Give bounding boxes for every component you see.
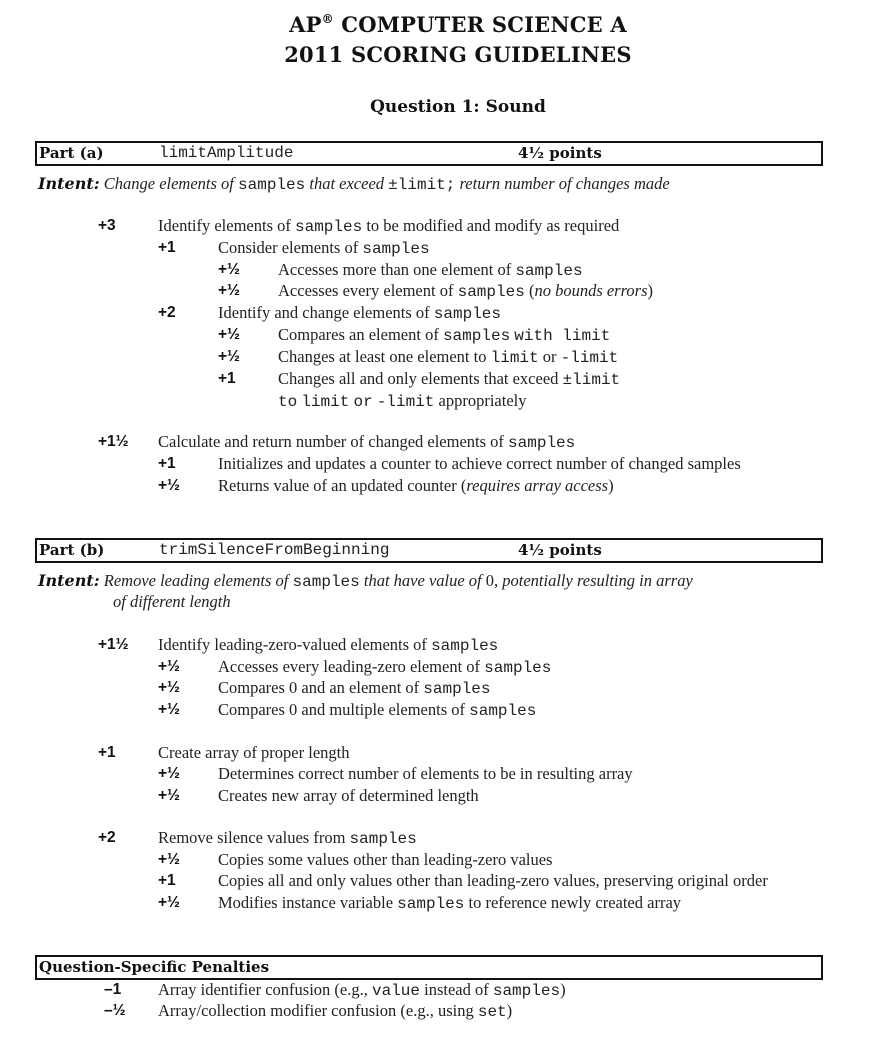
part-b-points: 4½ points [518,541,602,559]
penalties-label: Question-Specific Penalties [39,958,270,976]
rubric-points: +1½ [98,433,129,450]
part-a-points: 4½ points [518,144,602,162]
rubric-item: Creates new array of determined length [218,786,479,805]
penalty-item: Array identifier confusion (e.g., value instead of samples) [158,980,566,1000]
rubric-points: +1 [158,239,176,256]
rubric-item: Compares 0 and an element of samples [218,678,491,698]
rubric-points: +½ [158,765,180,782]
rubric-item: Changes all and only elements that exceed ±limit [278,369,621,389]
penalties-header [35,955,823,980]
rubric-points: +½ [218,282,240,299]
rubric-item: Copies all and only values other than leading-zero values, preserving original order [218,871,768,890]
rubric-item: Identify and change elements of samples [218,303,502,323]
penalty-points: –½ [104,1002,126,1019]
rubric-item: Calculate and return number of changed elements of samples [158,432,576,452]
rubric-item: Changes at least one element to limit or -limit [278,347,619,367]
part-a-intent: Intent: Change elements of samples that exceed ±limit; return number of changes made [38,174,670,194]
rubric-points: +½ [218,261,240,278]
part-b-intent-continued: of different length [113,592,231,611]
rubric-item: Copies some values other than leading-zero values [218,850,553,869]
rubric-points: +1 [98,744,116,761]
rubric-points: +2 [98,829,116,846]
rubric-points: +½ [158,787,180,804]
rubric-item: Returns value of an updated counter (requires array access) [218,476,614,495]
rubric-item: Identify leading-zero-valued elements of samples [158,635,499,655]
rubric-points: +2 [158,304,176,321]
part-a-header [35,141,823,166]
part-b-intent: Intent: Remove leading elements of samples that have value of 0, potentially resulting in array [38,571,693,591]
rubric-points: +½ [158,894,180,911]
rubric-item: Consider elements of samples [218,238,430,258]
penalty-item: Array/collection modifier confusion (e.g., using set) [158,1001,513,1021]
rubric-item: Determines correct number of elements to be in resulting array [218,764,633,783]
part-b-method: trimSilenceFromBeginning [159,541,390,559]
rubric-item: Compares an element of samples with limit [278,325,611,345]
document-title-line2: 2011 SCORING GUIDELINES [284,42,632,67]
rubric-points: +½ [158,679,180,696]
rubric-points: +1 [158,872,176,889]
rubric-points: +1 [158,455,176,472]
rubric-item: Identify elements of samples to be modified and modify as required [158,216,620,236]
rubric-item: Modifies instance variable samples to reference newly created array [218,893,682,913]
rubric-points: +1½ [98,636,129,653]
rubric-item: Remove silence values from samples [158,828,417,848]
question-title: Question 1: Sound [370,97,546,117]
rubric-item-continued: to limit or -limit appropriately [278,391,527,411]
rubric-item: Compares 0 and multiple elements of samples [218,700,537,720]
rubric-points: +½ [218,326,240,343]
part-b-label: Part (b) [39,541,105,559]
rubric-item: Accesses every leading-zero element of samples [218,657,552,677]
rubric-item: Initializes and updates a counter to achieve correct number of changed samples [218,454,741,473]
penalty-points: –1 [104,981,122,998]
part-b-header [35,538,823,563]
rubric-item: Accesses more than one element of samples [278,260,583,280]
rubric-points: +½ [158,477,180,494]
rubric-points: +½ [218,348,240,365]
document-title-line1: AP® COMPUTER SCIENCE A [289,12,627,37]
part-a-label: Part (a) [39,144,104,162]
rubric-points: +½ [158,701,180,718]
rubric-item: Create array of proper length [158,743,350,762]
registered-mark: ® [321,12,334,26]
rubric-points: +½ [158,658,180,675]
rubric-points: +1 [218,370,236,387]
part-a-method: limitAmplitude [159,144,294,162]
rubric-points: +½ [158,851,180,868]
rubric-points: +3 [98,217,116,234]
rubric-item: Accesses every element of samples (no bounds errors) [278,281,654,301]
